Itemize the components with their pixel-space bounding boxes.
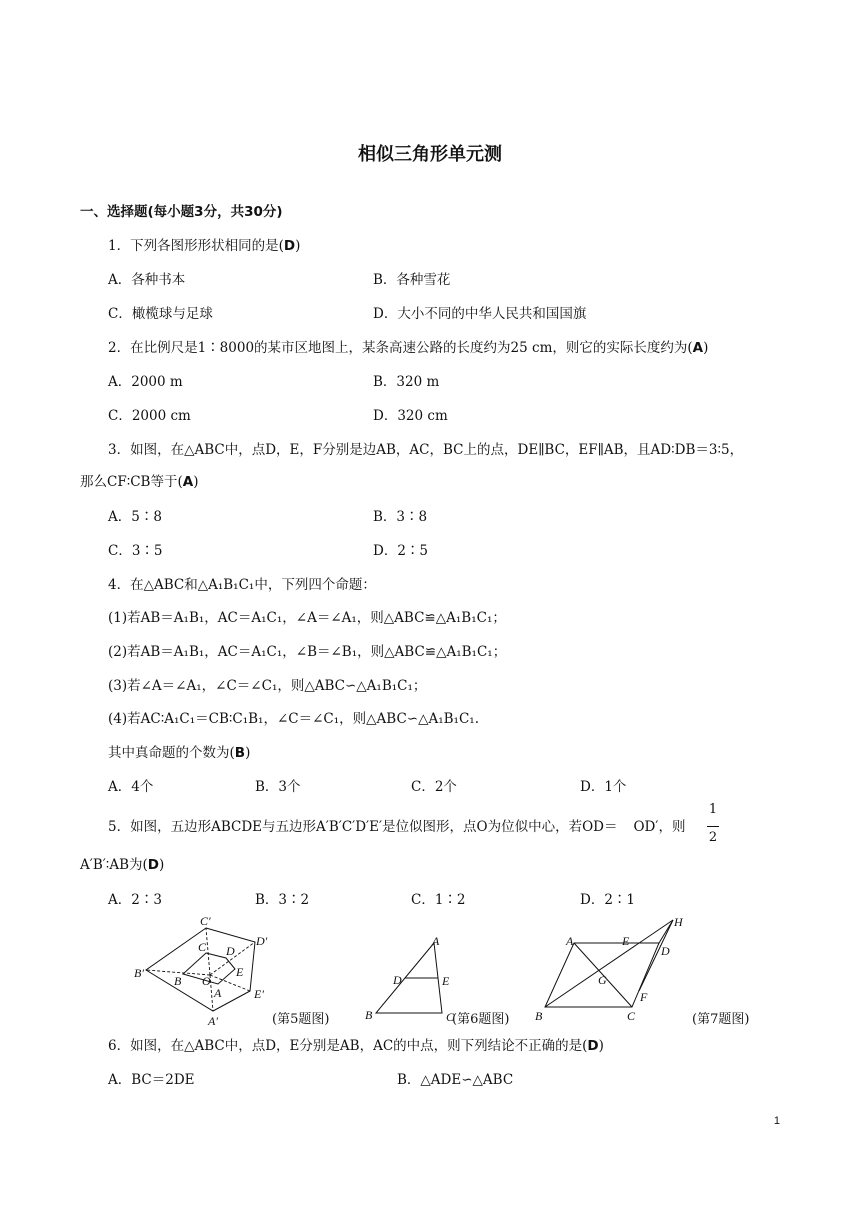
q1-stem: 1．下列各图形形状相同的是(D)	[108, 238, 301, 254]
q6-option-a: A．BC＝2DE	[108, 1072, 195, 1088]
q6-option-b: B．△ADE∽△ABC	[397, 1072, 514, 1088]
q5-stem-line2: A′B′∶AB为(D)	[80, 857, 165, 873]
q1-option-d: D．大小不同的中华人民共和国国旗	[373, 306, 587, 322]
fig5-label-e1: E′	[254, 987, 264, 1001]
fig6-caption: (第6题图)	[452, 1012, 510, 1027]
fig5-label-c: C	[198, 940, 207, 954]
fig7-label-d: D	[661, 944, 670, 958]
q2-option-b: B．320 m	[373, 374, 440, 390]
q5-option-c: C．1∶2	[411, 892, 466, 908]
fig7-label-b: B	[535, 1009, 543, 1023]
fig7-label-g: G	[598, 973, 607, 987]
figure-5-pentagons	[130, 915, 280, 1030]
q3-option-b: B．3∶8	[373, 509, 428, 525]
fig5-label-b: B	[174, 974, 182, 988]
q4-prop-4: (4)若AC∶A₁C₁＝CB∶C₁B₁，∠C＝∠C₁，则△ABC∽△A₁B₁C₁.	[108, 711, 479, 727]
page-title: 相似三角形单元测	[358, 144, 502, 165]
fig5-label-d: D	[226, 944, 235, 958]
fig6-label-e: E	[442, 974, 450, 988]
q1-option-a: A．各种书本	[108, 272, 186, 288]
fig6-label-d: D	[393, 973, 402, 987]
q6-stem: 6．如图，在△ABC中，点D，E分别是AB，AC的中点，则下列结论不正确的是(D)	[108, 1038, 604, 1054]
q2-option-a: A．2000 m	[108, 374, 183, 390]
q1-option-b: B．各种雪花	[373, 272, 451, 288]
q4-option-d: D．1个	[580, 779, 627, 795]
page-number: 1	[773, 1115, 780, 1127]
section-heading: 一、选择题(每小题3分，共30分)	[80, 204, 283, 220]
q3-stem-line2: 那么CF∶CB等于(A)	[80, 474, 199, 490]
q2-option-d: D．320 cm	[373, 408, 448, 424]
figure-6-triangle	[360, 935, 460, 1025]
fig7-label-a: A	[566, 934, 574, 948]
q4-prop-2: (2)若AB＝A₁B₁，AC＝A₁C₁，∠B＝∠B₁，则△ABC≌△A₁B₁C₁；	[108, 644, 507, 660]
q4-conclusion: 其中真命题的个数为(B)	[108, 745, 251, 761]
q3-option-d: D．2∶5	[373, 543, 429, 559]
q4-option-c: C．2个	[411, 779, 457, 795]
fig5-label-c1: C′	[200, 914, 211, 928]
fig5-label-a: A	[214, 986, 222, 1000]
q3-option-a: A．5∶8	[108, 509, 162, 525]
fig5-caption: (第5题图)	[272, 1012, 330, 1027]
q5-answer: D	[147, 857, 159, 873]
fig7-label-c: C	[627, 1009, 636, 1023]
q5-option-b: B．3∶2	[255, 892, 310, 908]
q4-prop-3: (3)若∠A＝∠A₁，∠C＝∠C₁，则△ABC∽△A₁B₁C₁；	[108, 678, 427, 694]
fig5-label-o: O	[202, 974, 211, 988]
q3-option-c: C．3∶5	[108, 543, 163, 559]
fig6-label-b: B	[365, 1008, 373, 1022]
q4-answer: B	[234, 745, 246, 761]
fig6-label-c: C	[446, 1010, 455, 1024]
fig5-label-e: E	[236, 965, 244, 979]
fig7-label-e: E	[622, 934, 630, 948]
fig7-label-f: F	[640, 990, 648, 1004]
figure-7-parallelogram	[535, 912, 695, 1022]
fig6-label-a: A	[432, 934, 440, 948]
q2-answer: A	[692, 340, 704, 356]
q5-fraction-bar	[707, 826, 719, 827]
fig5-label-b1: B′	[134, 966, 144, 980]
fig7-caption: (第7题图)	[692, 1012, 750, 1027]
q5-option-a: A．2∶3	[108, 892, 162, 908]
q1-option-c: C．橄榄球与足球	[108, 306, 213, 322]
q3-stem-line1: 3．如图，在△ABC中，点D，E，F分别是边AB，AC，BC上的点，DE∥BC，EF∥AB，且AD∶DB＝3∶5，	[108, 442, 744, 458]
q1-answer: D	[283, 238, 296, 254]
fig5-label-d1: D′	[256, 934, 268, 948]
q4-option-a: A．4个	[108, 779, 154, 795]
q4-option-b: B．3个	[255, 779, 301, 795]
q2-stem: 2．在比例尺是1∶8000的某市区地图上，某条高速公路的长度约为25 cm，则它的实际长度约为(A)	[108, 340, 709, 356]
q3-answer: A	[182, 474, 194, 490]
q5-option-d: D．2∶1	[580, 892, 636, 908]
q5-fraction-denominator: 2	[708, 830, 718, 845]
q6-answer: D	[587, 1038, 599, 1054]
q5-stem-line1: 5．如图，五边形ABCDE与五边形A′B′C′D′E′是位似图形，点O为位似中心，若OD＝ OD′，则	[108, 819, 686, 835]
fig7-label-h: H	[674, 915, 683, 929]
q4-stem: 4．在△ABC和△A₁B₁C₁中，下列四个命题：	[108, 577, 376, 593]
q2-option-c: C．2000 cm	[108, 408, 191, 424]
q4-prop-1: (1)若AB＝A₁B₁，AC＝A₁C₁，∠A＝∠A₁，则△ABC≌△A₁B₁C₁；	[108, 610, 506, 626]
q5-fraction-numerator: 1	[708, 802, 718, 817]
fig5-label-a1: A′	[208, 1014, 218, 1028]
